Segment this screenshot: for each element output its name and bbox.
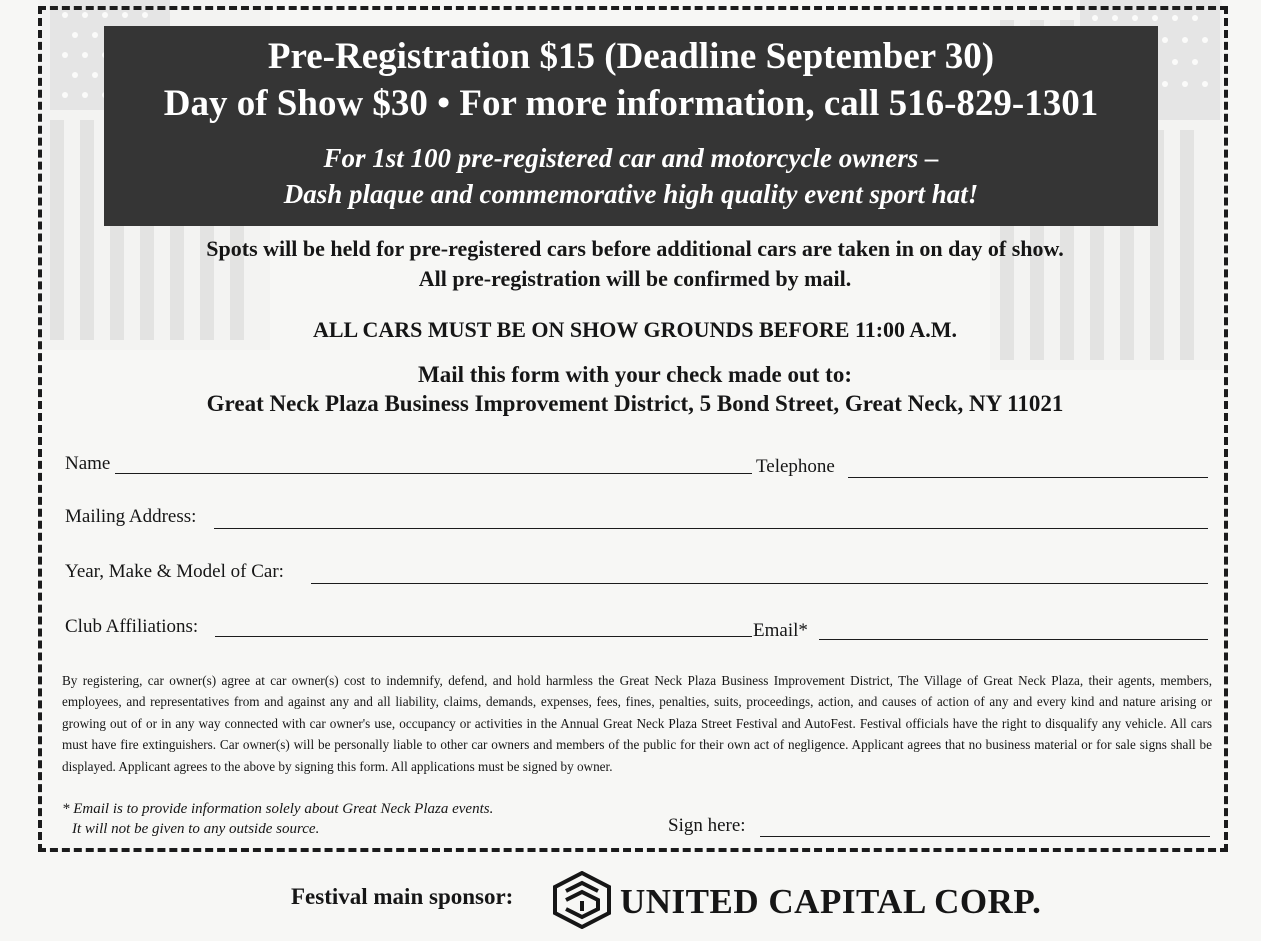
name-label: Name bbox=[65, 453, 111, 474]
telephone-field[interactable] bbox=[848, 477, 1208, 478]
sponsor-label: Festival main sponsor: bbox=[291, 884, 514, 909]
signature-field[interactable] bbox=[760, 836, 1210, 837]
spots-notice: Spots will be held for pre-registered cars before additional cars are taken in on day of show. bbox=[206, 236, 1064, 261]
club-affiliations-label: Club Affiliations: bbox=[65, 616, 199, 637]
legal-disclaimer: By registering, car owner(s) agree at car owner(s) cost to indemnify, defend, and hold harmless the Great Neck Plaza Business Improvement District, The Village of Great Neck Plaza, their agents, members, employees, and representatives from and against any and all liability, claims, demands, expenses, fees, fines, penalties, suits, proceedings, action, and causes of action of any and every kind and nature arising or growing out of or in any way connected with car owner's use, occupancy or activities in the Annual Great Neck Plaza Street Festival and AutoFest. Festival officials have the right to disqualify any vehicle. All cars must have fire extinguishers. Car owner(s) will be personally liable to other car owners and members of the public for their own act of negligence. Applicant agrees that no business material or for sale signs shall be displayed. Applicant agrees to the above by signing this form. All applications must be signed by owner. bbox=[62, 673, 1212, 774]
banner-promo-line: For 1st 100 pre-registered car and motorcycle owners – bbox=[323, 143, 939, 173]
email-note-line1: * Email is to provide information solely about Great Neck Plaza events. bbox=[62, 801, 494, 817]
mail-instructions: Mail this form with your check made out to: bbox=[418, 362, 852, 387]
telephone-label: Telephone bbox=[756, 456, 835, 477]
banner-preregistration: Pre-Registration $15 (Deadline September 30) bbox=[267, 36, 995, 77]
sponsor-name: UNITED CAPITAL CORP. bbox=[620, 882, 1042, 921]
email-note-line2: It will not be given to any outside source. bbox=[72, 821, 320, 837]
email-field[interactable] bbox=[819, 639, 1208, 640]
car-field[interactable] bbox=[311, 583, 1208, 584]
mailing-address-text: Great Neck Plaza Business Improvement District, 5 Bond Street, Great Neck, NY 11021 bbox=[206, 391, 1064, 416]
banner-promo-detail: Dash plaque and commemorative high quality event sport hat! bbox=[283, 179, 979, 209]
sign-here-label: Sign here: bbox=[668, 815, 746, 836]
car-label: Year, Make & Model of Car: bbox=[65, 561, 284, 582]
club-affiliations-field[interactable] bbox=[215, 636, 752, 637]
pricing-banner bbox=[104, 26, 1158, 226]
united-capital-logo-icon bbox=[552, 871, 612, 929]
confirmation-notice: All pre-registration will be confirmed by mail. bbox=[418, 266, 852, 291]
email-label: Email* bbox=[753, 620, 808, 641]
mailing-address-field[interactable] bbox=[214, 528, 1208, 529]
name-field[interactable] bbox=[115, 473, 752, 474]
mailing-address-label: Mailing Address: bbox=[65, 506, 197, 527]
banner-day-of-show: Day of Show $30 • For more information, call 516-829-1301 bbox=[163, 83, 1099, 124]
arrival-deadline-notice: ALL CARS MUST BE ON SHOW GROUNDS BEFORE 11:00 A.M. bbox=[312, 317, 957, 342]
